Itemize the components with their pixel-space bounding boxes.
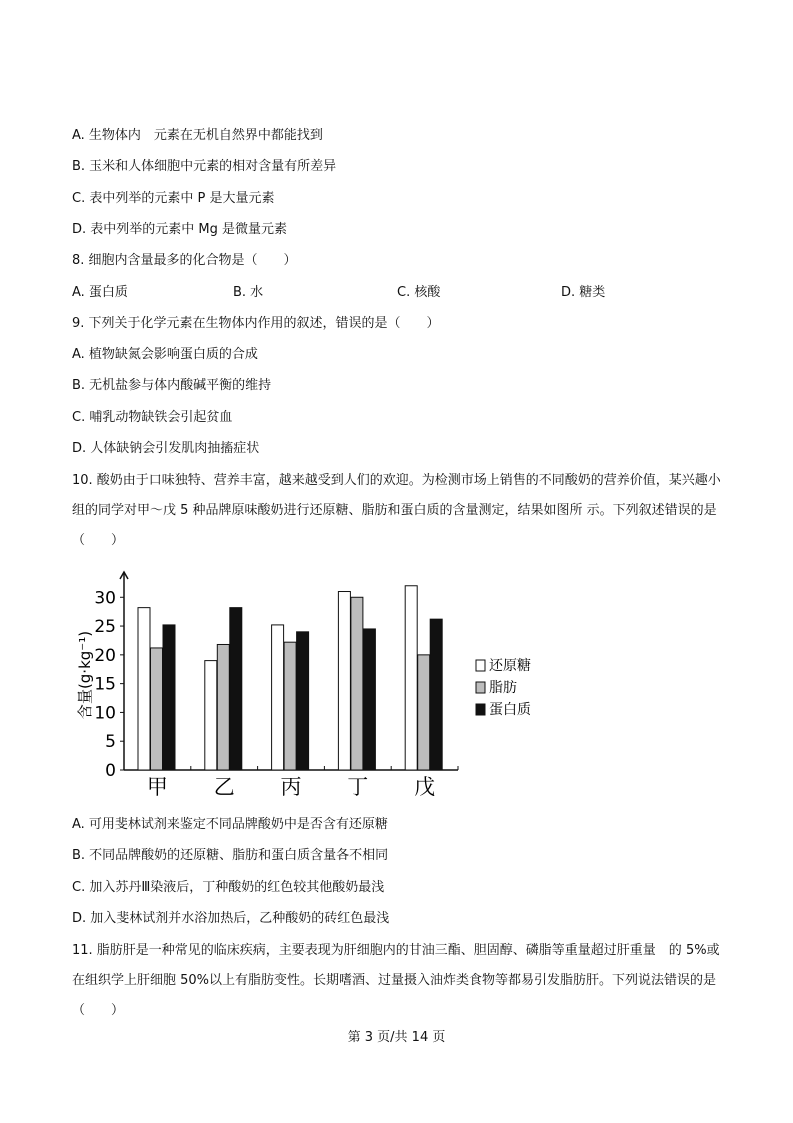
bar [272, 625, 284, 770]
y-tick-label: 15 [94, 674, 116, 695]
q7-option-c: C. 表中列举的元素中 P 是大量元素 [72, 191, 275, 206]
bar [138, 608, 150, 770]
legend-label: 脂肪 [489, 680, 517, 696]
bar [351, 597, 363, 770]
q9-option-c: C. 哺乳动物缺铁会引起贫血 [72, 410, 233, 425]
y-tick-label: 20 [94, 645, 116, 666]
bar [297, 632, 309, 770]
bar [418, 655, 430, 770]
q10-option-c: C. 加入苏丹Ⅲ染液后，丁种酸奶的红色较其他酸奶最浅 [72, 880, 385, 895]
q9-option-d: D. 人体缺钠会引发肌肉抽搐症状 [72, 441, 260, 456]
q10-option-a: A. 可用斐林试剂来鉴定不同品牌酸奶中是否含有还原糖 [72, 817, 388, 832]
q7-option-a: A. 生物体内 元素在无机自然界中都能找到 [72, 128, 323, 143]
q10-stem: 10. 酸奶由于口味独特、营养丰富，越来越受到人们的欢迎。为检测市场上销售的不同酸奶的营养价值，某兴趣小组的同学对甲～戊 5 种品牌原味酸奶进行还原糖、脂肪和蛋白质的含量测定，结果如图所 示。下列叙述错误的是（ ） [72, 473, 721, 548]
y-tick-label: 5 [105, 732, 116, 753]
legend-swatch [476, 682, 485, 693]
y-tick-label: 25 [94, 617, 116, 638]
bar [363, 629, 375, 770]
q10-option-d: D. 加入斐林试剂并水浴加热后，乙种酸奶的砖红色最浅 [72, 911, 390, 926]
bar [430, 619, 442, 770]
bar [405, 586, 417, 770]
bar [205, 661, 217, 770]
x-tick-label: 乙 [213, 775, 235, 799]
q8-option-d: D. 糖类 [561, 285, 606, 300]
bar [151, 648, 163, 770]
x-tick-label: 丙 [280, 775, 302, 799]
y-tick-label: 30 [94, 588, 116, 609]
legend-label: 蛋白质 [489, 702, 531, 718]
legend-label: 还原糖 [489, 658, 531, 674]
q7-option-b: B. 玉米和人体细胞中元素的相对含量有所差异 [72, 159, 337, 174]
x-tick-label: 丁 [347, 775, 369, 799]
y-tick-label: 0 [105, 761, 116, 781]
q8-option-a: A. 蛋白质 [72, 285, 128, 300]
q7-option-d: D. 表中列举的元素中 Mg 是微量元素 [72, 222, 288, 237]
q8-option-b: B. 水 [233, 285, 264, 300]
q8-stem: 8. 细胞内含量最多的化合物是（ ） [72, 253, 297, 268]
legend-swatch [476, 660, 485, 671]
q10-option-b: B. 不同品牌酸奶的还原糖、脂肪和蛋白质含量各不相同 [72, 848, 389, 863]
bar [217, 644, 229, 770]
x-tick-label: 甲 [146, 775, 168, 799]
q9-stem: 9. 下列关于化学元素在生物体内作用的叙述，错误的是（ ） [72, 316, 440, 331]
q9-option-a: A. 植物缺氮会影响蛋白质的合成 [72, 347, 258, 362]
bar [284, 642, 296, 770]
bar [163, 625, 175, 770]
y-axis-label: 含量(g·kg⁻¹) [76, 630, 94, 720]
q9-option-b: B. 无机盐参与体内酸碱平衡的维持 [72, 378, 272, 393]
bar [230, 608, 242, 770]
bar [338, 592, 350, 770]
nutrient-bar-chart [70, 562, 540, 802]
legend-swatch [476, 704, 485, 715]
page-footer: 第 3 页/共 14 页 [347, 1030, 446, 1045]
y-tick-label: 10 [94, 703, 116, 724]
x-tick-label: 戊 [414, 775, 436, 799]
q8-option-c: C. 核酸 [397, 285, 441, 300]
q11-stem: 11. 脂肪肝是一种常见的临床疾病，主要表现为肝细胞内的甘油三酯、胆固醇、磷脂等重量超过肝重量 的 5%或在组织学上肝细胞 50%以上有脂肪变性。长期嗜酒、过量摄入油炸类食物等都易引发脂肪肝。下列说法错误的是（ ） [72, 943, 720, 1018]
